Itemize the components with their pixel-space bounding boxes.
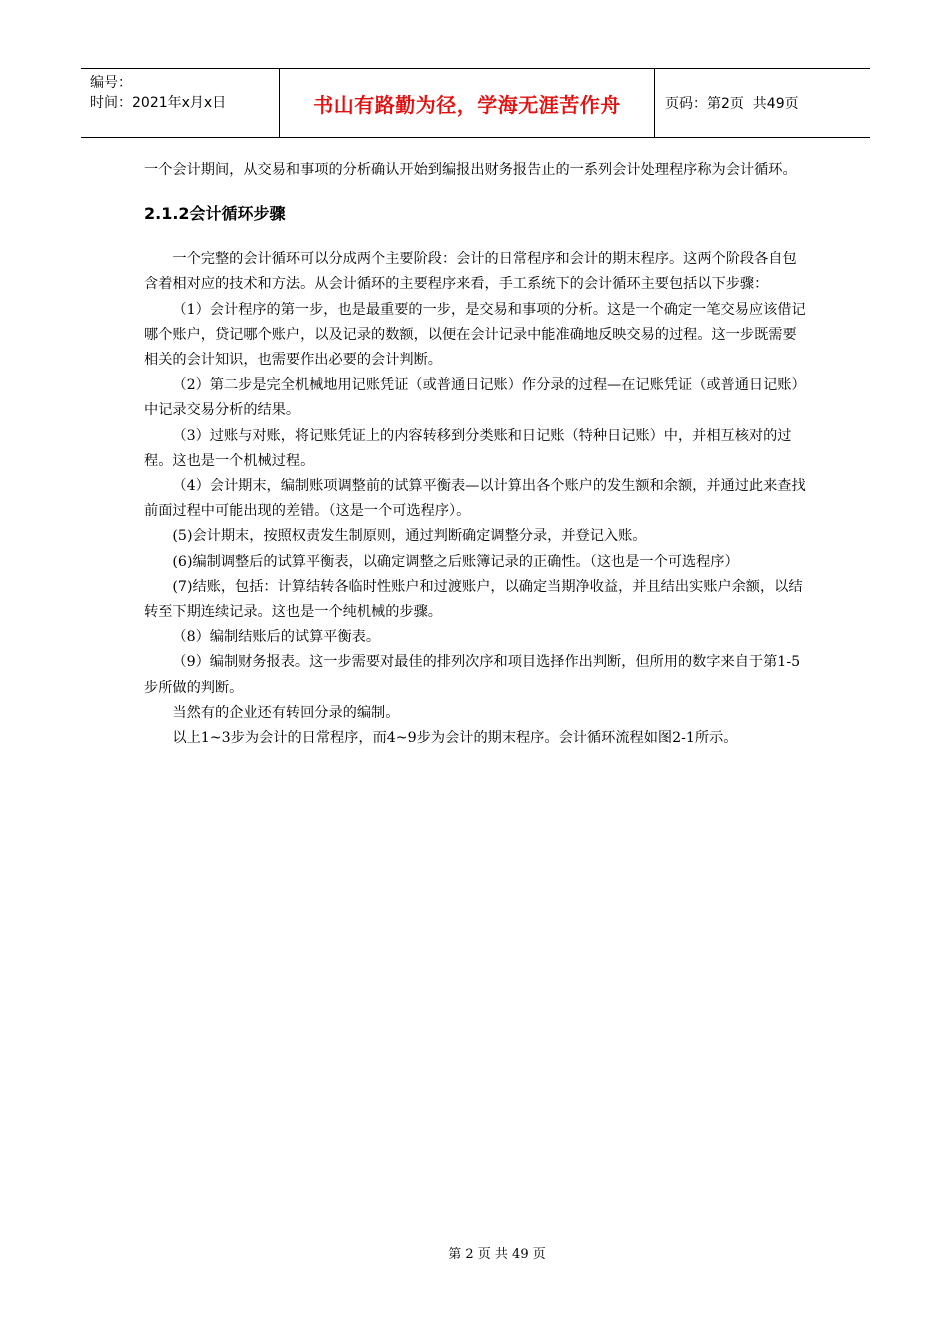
step-8-paragraph: （8）编制结账后的试算平衡表。 [172,629,381,646]
body-paragraph: 一个完整的会计循环可以分成两个主要阶段：会计的日常程序和会计的期末程序。这两个阶段各自包含着相对应的技术和方法。从会计循环的主要程序来看，手工系统下的会计循环主要包括以下步骤： [144,251,797,293]
page-header [81,68,870,138]
header-page-info-cell [655,69,870,137]
header-motto: 书山有路勤为径，学海无涯苦作舟 [280,69,655,137]
summary-paragraph: 以上1~3步为会计的日常程序，而4~9步为会计的期末程序。会计循环流程如图2-1所示。 [172,730,738,747]
step-2-paragraph: （2）第二步是完全机械地用记账凭证（或普通日记账）作分录的过程—在记账凭证（或普通日记账）中记录交易分析的结果。 [144,377,806,419]
section-heading: 2.1.2会计循环步骤 [144,204,286,224]
step-1-paragraph: （1）会计程序的第一步，也是最重要的一步，是交易和事项的分析。这是一个确定一笔交易应该借记哪个账户，贷记哪个账户，以及记录的数额，以便在会计记录中能准确地反映交易的过程。这一步既需要相关的会计知识，也需要作出必要的会计判断。 [144,301,806,369]
step-3-paragraph: （3）过账与对账，将记账凭证上的内容转移到分类账和日记账（特种日记账）中，并相互核对的过程。这也是一个机械过程。 [144,427,792,469]
header-page-info: 页码：第2页 共49页 [665,96,799,112]
step-5-paragraph: (5)会计期末，按照权责发生制原则，通过判断确定调整分录，并登记入账。 [172,528,647,545]
reversing-entries-paragraph: 当然有的企业还有转回分录的编制。 [172,704,400,721]
document-number-label: 编号： [90,75,132,91]
step-6-paragraph: (6)编制调整后的试算平衡表，以确定调整之后账簿记录的正确性。（这也是一个可选程序） [172,553,739,570]
document-body [144,158,808,751]
step-9-paragraph: （9）编制财务报表。这一步需要对最佳的排列次序和项目选择作出判断，但所用的数字来自于第1-5步所做的判断。 [144,654,801,696]
step-4-paragraph: （4）会计期末，编制账项调整前的试算平衡表—以计算出各个账户的发生额和余额，并通过此来查找前面过程中可能出现的差错。（这是一个可选程序）。 [144,478,806,520]
header-info-cell [81,69,280,137]
intro-paragraph: 一个会计期间，从交易和事项的分析确认开始到编报出财务报告止的一系列会计处理程序称为会计循环。 [144,162,797,178]
page-footer: 第 2 页 共 49 页 [448,1247,546,1262]
step-7-paragraph: (7)结账，包括：计算结转各临时性账户和过渡账户，以确定当期净收益，并且结出实账户余额，以结转至下期连续记录。这也是一个纯机械的步骤。 [144,578,803,621]
document-date-label: 时间：2021年x月x日 [90,95,227,111]
